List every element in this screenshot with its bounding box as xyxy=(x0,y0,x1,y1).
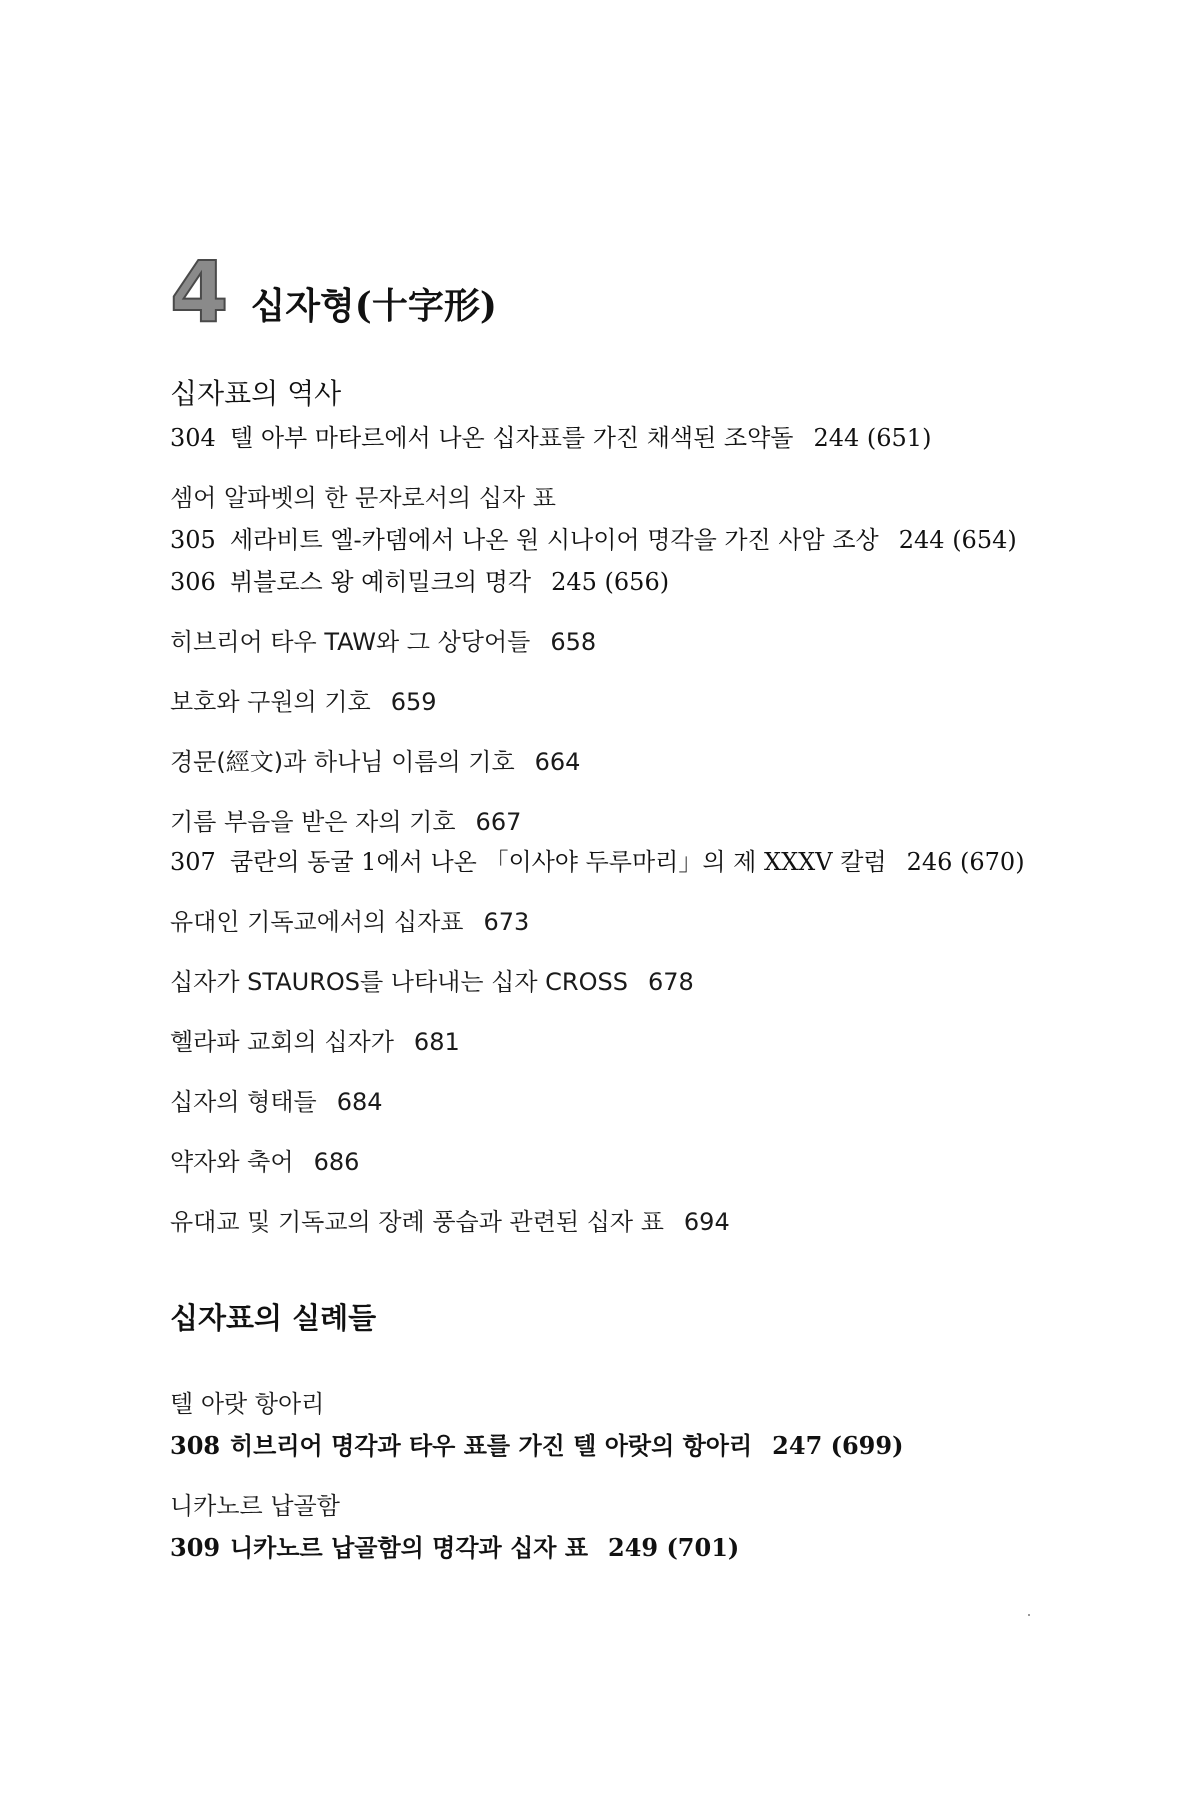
scan-speck xyxy=(1028,1614,1030,1616)
toc-entry-hebrew-taw[interactable] xyxy=(170,630,596,654)
page-reference: 244 (651) xyxy=(813,424,932,452)
page-reference: 664 xyxy=(534,748,581,776)
toc-entry-plate-309[interactable] xyxy=(170,1533,740,1562)
plate-title: 텔 아부 마타르에서 나온 십자표를 가진 채색된 조약돌 xyxy=(230,424,794,452)
section-heading-history: 십자표의 역사 xyxy=(170,377,342,410)
plate-title: 세라비트 엘-카뎀에서 나온 원 시나이어 명각을 가진 사암 조상 xyxy=(230,526,879,554)
plate-number: 308 xyxy=(170,1431,221,1460)
entry-title: 경문(經文)과 하나님 이름의 기호 xyxy=(170,748,515,776)
page-reference: 659 xyxy=(390,688,437,716)
page-reference: 686 xyxy=(313,1148,360,1176)
entry-title: 보호와 구원의 기호 xyxy=(170,688,371,716)
toc-entry-stauros[interactable] xyxy=(170,970,694,994)
toc-entry-semitic-alphabet[interactable] xyxy=(170,486,556,510)
plate-number: 307 xyxy=(170,848,216,876)
plate-title: 히브리어 명각과 타우 표를 가진 텔 아랏의 항아리 xyxy=(230,1431,753,1460)
toc-entry-jewish-christian[interactable] xyxy=(170,910,529,934)
toc-entry-plate-307[interactable] xyxy=(170,850,1025,874)
entry-title: 약자와 축어 xyxy=(170,1148,294,1176)
toc-entry-protection[interactable] xyxy=(170,690,437,714)
page-reference: 684 xyxy=(336,1088,383,1116)
plate-number: 309 xyxy=(170,1533,221,1562)
page-reference: 658 xyxy=(550,628,597,656)
toc-entry-scripture[interactable] xyxy=(170,750,580,774)
entry-title: 히브리어 타우 TAW와 그 상당어들 xyxy=(170,628,531,656)
entry-title: 기름 부음을 받은 자의 기호 xyxy=(170,808,456,836)
plate-number: 306 xyxy=(170,568,216,596)
entry-title: 유대인 기독교에서의 십자표 xyxy=(170,908,464,936)
section-heading-examples: 십자표의 실례들 xyxy=(170,1301,377,1335)
toc-entry-nicanor-ossuary[interactable] xyxy=(170,1494,340,1518)
toc-entry-hellenistic-church[interactable] xyxy=(170,1030,460,1054)
plate-title: 쿰란의 동굴 1에서 나온 「이사야 두루마리」의 제 XXXV 칼럼 xyxy=(230,848,887,876)
chapter-title: 십자형(十字形) xyxy=(250,285,497,327)
toc-entry-plate-304[interactable] xyxy=(170,426,931,450)
toc-entry-plate-305[interactable] xyxy=(170,528,1017,552)
page-reference: 245 (656) xyxy=(551,568,670,596)
entry-title: 셈어 알파벳의 한 문자로서의 십자 표 xyxy=(170,484,556,512)
entry-title: 십자가 STAUROS를 나타내는 십자 CROSS xyxy=(170,968,628,996)
toc-entry-funeral-customs[interactable] xyxy=(170,1210,730,1234)
plate-number: 305 xyxy=(170,526,216,554)
toc-entry-tel-arad-jar[interactable] xyxy=(170,1392,324,1416)
entry-title: 텔 아랏 항아리 xyxy=(170,1390,325,1418)
entry-title: 헬라파 교회의 십자가 xyxy=(170,1028,394,1056)
page-reference: 678 xyxy=(647,968,694,996)
entry-title: 십자의 형태들 xyxy=(170,1088,317,1116)
plate-number: 304 xyxy=(170,424,216,452)
chapter-number: 4 xyxy=(170,243,229,341)
page-reference: 249 (701) xyxy=(608,1533,740,1562)
page-reference: 681 xyxy=(413,1028,460,1056)
toc-entry-anointed[interactable] xyxy=(170,810,521,834)
entry-title: 니카노르 납골함 xyxy=(170,1492,340,1520)
toc-entry-cross-forms[interactable] xyxy=(170,1090,383,1114)
page-reference: 246 (670) xyxy=(906,848,1025,876)
plate-title: 뷔블로스 왕 예히밀크의 명각 xyxy=(230,568,532,596)
page-reference: 667 xyxy=(475,808,522,836)
toc-entry-plate-306[interactable] xyxy=(170,570,669,594)
toc-entry-abbreviations[interactable] xyxy=(170,1150,359,1174)
page-reference: 673 xyxy=(483,908,530,936)
toc-entry-plate-308[interactable] xyxy=(170,1431,904,1460)
plate-title: 니카노르 납골함의 명각과 십자 표 xyxy=(230,1533,588,1562)
page-reference: 694 xyxy=(683,1208,730,1236)
page-reference: 247 (699) xyxy=(772,1431,904,1460)
entry-title: 유대교 및 기독교의 장례 풍습과 관련된 십자 표 xyxy=(170,1208,664,1236)
page-reference: 244 (654) xyxy=(898,526,1017,554)
chapter-heading xyxy=(170,243,497,341)
